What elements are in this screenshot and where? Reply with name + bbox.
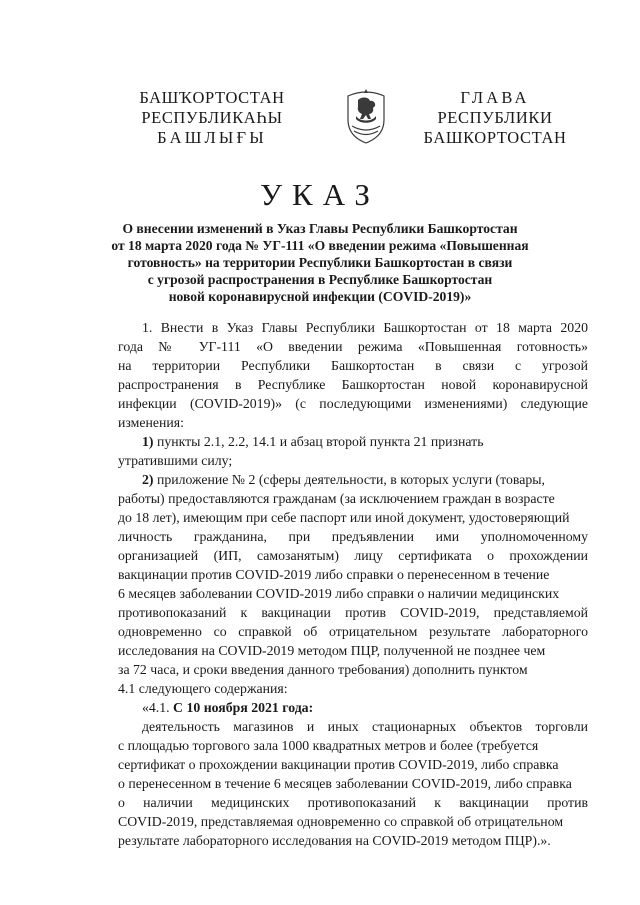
body-line: работы) предоставляются гражданам (за исключением граждан в возрасте	[118, 491, 555, 506]
subject-line: новой коронавирусной инфекции (COVID-2019)»	[168, 289, 472, 304]
document-title: УКАЗ	[260, 177, 380, 212]
header-russian-line: БАШКОРТОСТАН	[423, 128, 567, 147]
body-line: о наличии медицинских противопоказаний к вакцинации против	[118, 795, 588, 810]
header-bashkir	[112, 88, 312, 148]
body-line-text: пункты 2.1, 2.2, 14.1 и абзац второй пункта 21 признать	[156, 434, 484, 449]
list-number: 1)	[142, 434, 154, 449]
body-line: 6 месяцев заболевании COVID-2019 либо справки о наличии медицинских	[118, 586, 560, 601]
subject-line: от 18 марта 2020 года № УГ-111 «О введении режима «Повышенная	[111, 238, 529, 253]
body-line: инфекции (COVID-2019)» (с последующими изменениями) следующие	[118, 396, 588, 411]
body-line: изменения:	[118, 415, 184, 430]
body-line: противопоказаний к вакцинации против COVID-2019, представляемой	[118, 605, 588, 620]
body-line: утратившими силу;	[118, 453, 233, 468]
clause-prefix: «4.1.	[142, 700, 174, 715]
body-line-text: приложение № 2 (сферы деятельности, в которых услуги (товары,	[156, 472, 545, 487]
body-line: до 18 лет), имеющим при себе паспорт или иной документ, удостоверяющий	[118, 510, 570, 525]
body-line: результате лабораторного исследования на COVID-2019 методом ПЦР).».	[118, 833, 551, 848]
header-bashkir-line: РЕСПУБЛИКАҺЫ	[141, 108, 283, 127]
decree-body	[118, 318, 588, 850]
body-line: сертификат о прохождении вакцинации против COVID-2019, либо справка	[118, 757, 559, 772]
header-russian	[395, 88, 595, 148]
subject-line: готовность» на территории Республики Башкортостан в связи	[127, 255, 513, 270]
body-line: с площадью торгового зала 1000 квадратных метров и более (требуется	[118, 738, 539, 753]
body-line: деятельность магазинов и иных стационарных объектов торговли	[142, 719, 588, 734]
body-line: организацией (ИП, самозанятым) лицу сертификата о прохождении	[118, 548, 588, 563]
body-line: на территории Республики Башкортостан в связи с угрозой	[118, 358, 588, 373]
header-bashkir-line: БАШЛЫҒЫ	[157, 128, 267, 147]
body-line: о перенесенном в течение 6 месяцев заболевании COVID-2019, либо справка	[118, 776, 572, 791]
body-line: распространения в Республике Башкортостан новой коронавирусной	[118, 377, 588, 392]
body-line: личность гражданина, при предъявлении ими уполномоченному	[118, 529, 588, 544]
header-russian-line: РЕСПУБЛИКИ	[437, 108, 553, 127]
header-bashkir-line: БАШҠОРТОСТАН	[139, 88, 285, 107]
body-line: 4.1 следующего содержания:	[118, 681, 288, 696]
body-line	[118, 432, 588, 451]
bashkortostan-coat-of-arms-icon	[342, 86, 390, 146]
body-line: за 72 часа, и сроки введения данного требования) дополнить пунктом	[118, 662, 528, 677]
header-russian-line: ГЛАВА	[460, 88, 530, 107]
body-line: исследования на COVID-2019 методом ПЦР, полученной не позднее чем	[118, 643, 546, 658]
body-line: года № УГ-111 «О введении режима «Повышенная готовность»	[118, 339, 588, 354]
body-line	[118, 698, 588, 717]
decree-subject	[100, 220, 540, 305]
body-line: 1. Внести в Указ Главы Республики Башкортостан от 18 марта 2020	[142, 320, 588, 335]
clause-date: С 10 ноября 2021 года:	[173, 700, 314, 715]
body-line: одновременно со справкой об отрицательном результате лабораторного	[118, 624, 588, 639]
body-line: COVID-2019, представляемая одновременно со справкой об отрицательном	[118, 814, 564, 829]
subject-line: О внесении изменений в Указ Главы Республики Башкортостан	[122, 221, 518, 236]
subject-line: с угрозой распространения в Республике Башкортостан	[147, 272, 493, 287]
body-line	[118, 470, 588, 489]
body-line: вакцинации против COVID-2019 либо справки о перенесенном в течение	[118, 567, 550, 582]
list-number: 2)	[142, 472, 154, 487]
